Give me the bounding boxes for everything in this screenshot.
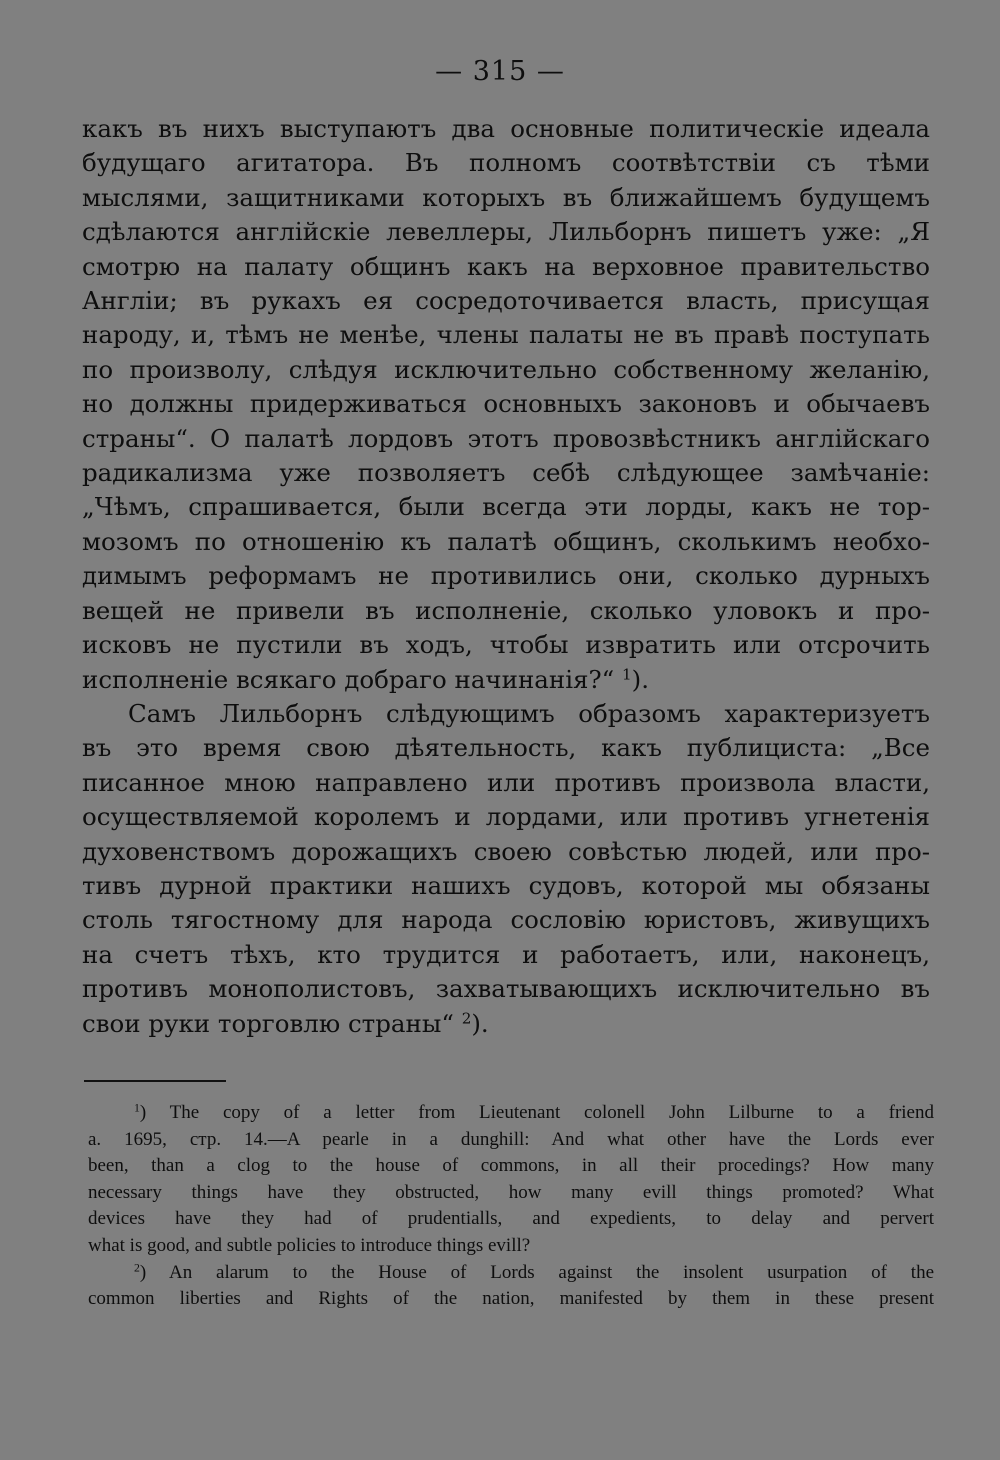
- text-line-content: свои руки торговлю страны“: [82, 1008, 454, 1038]
- footnote-text: ) The copy of a letter from Lieutenant colonell John Lilburne to a friend: [139, 1102, 934, 1123]
- text-line: сдѣлаются англійскіе левеллеры, Лильборнъ пишетъ уже: „Я: [82, 217, 930, 247]
- main-text: [82, 112, 930, 1041]
- footnote-marker: 2: [134, 1261, 140, 1275]
- footnote-2: [88, 1260, 934, 1313]
- text-line: столь тягостному для народа сословію юристовъ, живущихъ: [82, 905, 930, 935]
- text-line: страны“. О палатѣ лордовъ этотъ провозвѣстникъ англійскаго: [82, 423, 930, 453]
- text-line: мозомъ по отношенію къ палатѣ общинъ, сколькимъ необхо-: [82, 526, 930, 556]
- text-line: [82, 663, 930, 697]
- text-line: тивъ дурной практики нашихъ судовъ, которой мы обязаны: [82, 870, 930, 900]
- text-line: Самъ Лильборнъ слѣдующимъ образомъ характеризуетъ: [128, 698, 930, 728]
- text-line-tail: ).: [471, 1008, 489, 1038]
- footnote-1: [88, 1100, 934, 1260]
- text-line: будущаго агитатора. Въ полномъ соотвѣтствіи съ тѣми: [82, 148, 930, 178]
- text-line: исковъ не пустили въ ходъ, чтобы извратить или отсрочить: [82, 630, 930, 660]
- text-line: вещей не привели въ исполненіе, сколько уловокъ и про-: [82, 595, 930, 625]
- text-line: какъ въ нихъ выступаютъ два основные политическіе идеала: [82, 114, 930, 143]
- footnote-line: devices have they had of prudentialls, and expedients, to delay and pervert: [88, 1208, 934, 1230]
- paragraph-1: [82, 112, 930, 697]
- text-line: противъ монополистовъ, захватывающихъ исключительно въ: [82, 974, 930, 1004]
- text-line: [82, 1007, 930, 1041]
- footnotes: [88, 1100, 934, 1313]
- page-number: — 315 —: [435, 56, 565, 87]
- text-line: димымъ реформамъ не противились они, сколько дурныхъ: [82, 561, 930, 591]
- text-line: но должны придерживаться основныхъ законовъ и обычаевъ: [82, 389, 930, 419]
- text-line: на счетъ тѣхъ, кто трудится и работаетъ, или, наконецъ,: [82, 939, 930, 969]
- footnote-line: a. 1695, стр. 14.—A pearle in a dunghill: And what other have the Lords ever: [88, 1128, 934, 1150]
- footnote-line: [88, 1100, 934, 1127]
- paragraph-2: [82, 697, 930, 1041]
- footnote-line: [88, 1260, 934, 1287]
- text-line: по произволу, слѣдуя исключительно собственному желанію,: [82, 354, 930, 384]
- footnote-marker: 1: [134, 1101, 140, 1115]
- text-line-tail: ).: [631, 664, 649, 694]
- text-line: радикализма уже позволяетъ себѣ слѣдующее замѣчаніе:: [82, 458, 930, 488]
- footnote-line: necessary things have they obstructed, how many evill things promoted? What: [88, 1181, 934, 1203]
- text-line: смотрю на палату общинъ какъ на верховное правительство: [82, 251, 930, 281]
- text-line: мыслями, защитниками которыхъ въ ближайшемъ будущемъ: [82, 182, 930, 212]
- footnote-line: what is good, and subtle policies to introduce things evill?: [88, 1234, 531, 1256]
- text-line: писанное мною направлено или противъ произвола власти,: [82, 767, 930, 797]
- footnote-ref-2[interactable]: 2: [461, 1009, 472, 1028]
- text-line-content: исполненіе всякаго добраго начинанія?“: [82, 664, 615, 694]
- text-line: „Чѣмъ, спрашивается, были всегда эти лорды, какъ не тор-: [82, 492, 930, 522]
- footnote-line: been, than a clog to the house of commons, in all their procedings? How many: [88, 1155, 934, 1177]
- footnote-line: common liberties and Rights of the nation, manifested by them in these present: [88, 1288, 934, 1310]
- text-line: духовенствомъ дорожащихъ своею совѣстью людей, или про-: [82, 836, 930, 866]
- text-line: Англіи; въ рукахъ ея сосредоточивается власть, присущая: [82, 286, 930, 316]
- text-line: въ это время свою дѣятельность, какъ публициста: „Все: [82, 733, 930, 763]
- text-line: народу, и, тѣмъ не менѣе, члены палаты не въ правѣ поступать: [82, 320, 930, 350]
- footnote-separator: [84, 1080, 226, 1082]
- footnote-text: ) An alarum to the House of Lords against the insolent usurpation of the: [139, 1261, 934, 1283]
- footnote-ref-1[interactable]: 1: [621, 665, 632, 684]
- text-line: осуществляемой королемъ и лордами, или противъ угнетенія: [82, 802, 930, 832]
